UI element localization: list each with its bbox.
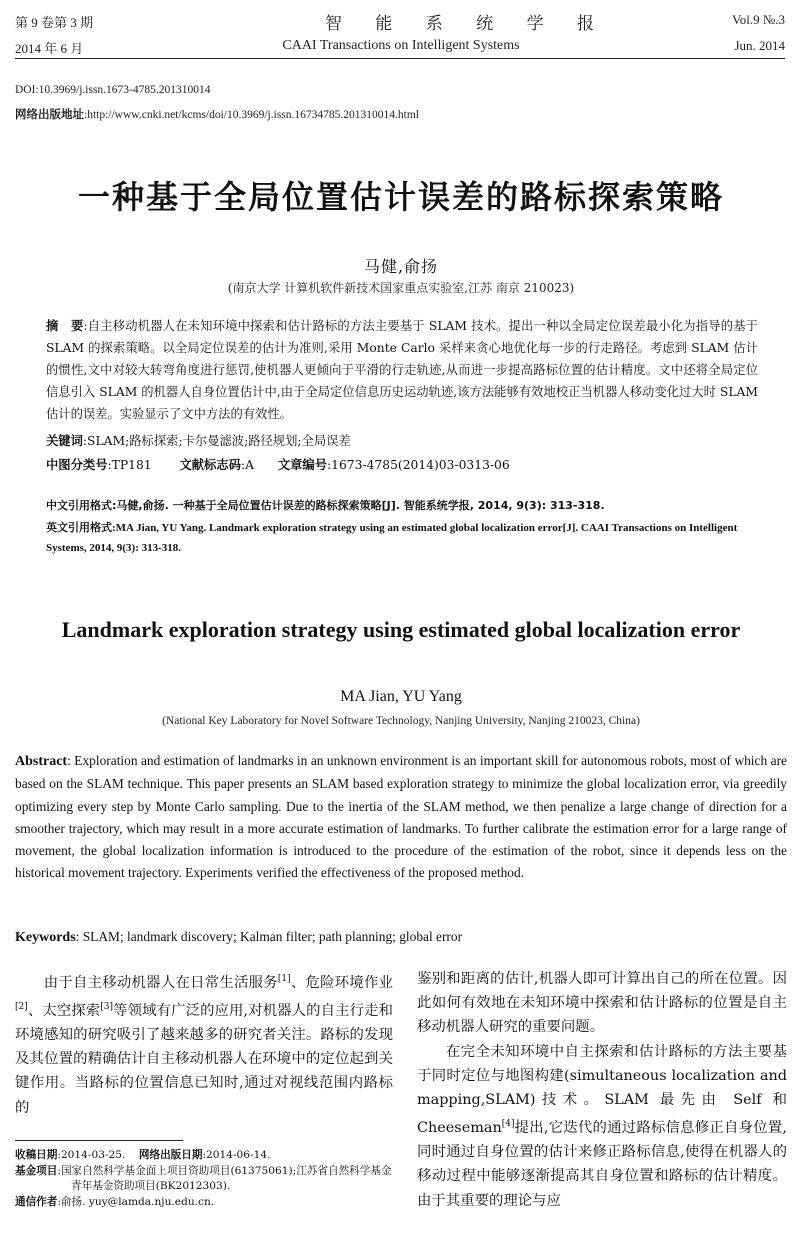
footnote-funding — [15, 1164, 395, 1195]
online-url-label: 网络出版地址 — [15, 109, 84, 121]
citation-en-text: :MA Jian, YU Yang. Landmark exploration strategy using an estimated global localization error[J]. CAAI Transactions on Intelligent Systems, 2014, 9(3): 313-318. — [46, 522, 738, 554]
online-url-value[interactable]: :http://www.cnki.net/kcms/doi/10.3969/j.issn.16734785.201310014.html — [84, 109, 419, 121]
body-paragraph — [417, 1040, 787, 1213]
volume-number: Vol.9 №.3 — [732, 12, 785, 27]
citation-ref[interactable]: [4] — [501, 1119, 515, 1130]
article-no-value: :1673-4785(2014)03-0313-06 — [327, 458, 510, 472]
corresponding-label: 通信作者 — [15, 1195, 58, 1208]
body-text: 提出,它迭代的通过路标信息修正自身位置,同时通过自身位置的估计来修正路标信息,使得在机器人的移动过程中能够逐渐提高其自身位置和路标的估计精度。由于其重要的理论与应 — [417, 1120, 787, 1209]
body-paragraph: 鉴别和距离的估计,机器人即可计算出自己的所在位置。因此如何有效地在未知环境中探索和估计路标的位置是自主移动机器人研究的重要问题。 — [417, 971, 787, 1036]
body-left-column — [15, 967, 393, 1120]
abstract-cn-text: :自主移动机器人在未知环境中探索和估计路标的方法主要基于 SLAM 技术。提出一种以全局定位误差最小化为指导的基于 SLAM 的探索策略。以全局定位误差的估计为准则,采用 Monte Carlo 采样来贪心地优化每一步的行走路径。考虑到 SLAM 估计的惯性,文中对较大转弯角度进行惩罚,使机器人更倾向于平滑的行走轨迹,从而进一步提高路标位置的估计精度。文中还将全局定位信息引入 SLAM 的机器人自身位置估计中,由于全局定位信息历史运动轨迹,该方法能够有效地校正当机器人移动变化过大时 SLAM 估计的误差。实验显示了文中方法的有效性。 — [46, 319, 758, 421]
funding-text: :国家自然科学基金面上项目资助项目(61375061);江苏省自然科学基金青年基金资助项目(BK2012303). — [57, 1164, 392, 1192]
clc-label: 中图分类号 — [46, 458, 108, 472]
footnote-dates — [15, 1148, 395, 1164]
footnote — [15, 1148, 395, 1210]
body-text: 、危险环境作业 — [290, 974, 393, 991]
keywords-en — [15, 926, 787, 949]
body-text: 等领域有广泛的应用,对机器人的自主行走和环境感知的研究吸引了越来越多的研究者关注。路标的发现及其位置的精确估计自主移动机器人在环境中的定位起到关键作用。当路标的位置信息已知时,通过对视线范围内路标的 — [15, 1002, 393, 1116]
citation-cn: 中文引用格式:马健,俞扬. 一种基于全局位置估计误差的路标探索策略[J]. 智能系统学报, 2014, 9(3): 313-318. — [46, 499, 605, 512]
article-no-label: 文章编号 — [277, 458, 328, 472]
keywords-cn-label: 关键词 — [46, 434, 83, 448]
abstract-cn-label: 摘 要 — [46, 319, 84, 333]
citation-en-label: 英文引用格式 — [46, 521, 112, 534]
keywords-cn — [46, 431, 758, 449]
journal-title-en: CAAI Transactions on Intelligent Systems — [282, 38, 520, 53]
citation-en — [46, 518, 758, 558]
header-rule — [15, 58, 785, 59]
volume-issue: 第 9 卷第 3 期 — [15, 15, 94, 30]
affiliation-en: (National Key Laboratory for Novel Software Technology, Nanjing University, Nanjing 210023, China) — [162, 715, 640, 727]
doc-code-value: :A — [240, 458, 254, 472]
title-en: Landmark exploration strategy using estimated global localization error — [61, 617, 741, 642]
body-text: 在完全未知环境中自主探索和估计路标的方法主要基于同时定位与地图构建(simultaneous localization and mapping,SLAM)技术。SLAM 最先由 Self 和 Cheeseman — [417, 1043, 787, 1137]
corresponding-email[interactable]: :俞扬. yuy@lamda.nju.edu.cn. — [57, 1195, 215, 1208]
received-date: :2014-03-25. — [57, 1149, 126, 1161]
body-text: 、太空探索 — [27, 1002, 101, 1019]
body-right-column — [417, 967, 787, 1213]
keywords-en-text: : SLAM; landmark discovery; Kalman filter; path planning; global error — [75, 929, 463, 944]
abstract-en — [15, 750, 787, 885]
received-label: 收稿日期 — [15, 1149, 58, 1161]
abstract-en-text: : Exploration and estimation of landmarks in an unknown environment is an important skill for autonomous robots, most of which are based on the SLAM technique. This paper presents an SLAM based exploration strategy to minimize the global localization error, via greedily optimizing every step by Monte Carlo sampling. Due to the inertia of the SLAM method, we then penalize a large change of direction for a smoother trajectory, which may result in a more accurate estimation of landmarks. To further calibrate the estimation error for a large range of movement, the global localization information is introduced to the procedure of the estimation of the robot, since it depends less on the historical movement trajectory. Experiments verified the effectiveness of the proposed method. — [15, 753, 787, 881]
affiliation-cn: (南京大学 计算机软件新技术国家重点实验室,江苏 南京 210023) — [227, 281, 575, 295]
doc-code-label: 文献标志码 — [179, 458, 241, 472]
body-paragraph — [15, 967, 393, 1120]
authors-cn: 马健,俞扬 — [363, 257, 439, 276]
keywords-en-label: Keywords — [15, 930, 76, 945]
funding-label: 基金项目 — [15, 1164, 58, 1177]
pub-month: Jun. 2014 — [734, 38, 785, 53]
abstract-cn — [46, 315, 758, 425]
footnote-rule — [15, 1140, 183, 1141]
issue-date: 2014 年 6 月 — [15, 41, 84, 56]
title-cn: 一种基于全局位置估计误差的路标探索策略 — [77, 178, 724, 216]
classification-line — [46, 455, 758, 473]
citation-ref[interactable]: [2] — [15, 1002, 28, 1012]
footnote-corresponding — [15, 1195, 395, 1211]
body-text: 由于自主移动机器人在日常生活服务 — [43, 974, 278, 991]
online-date-label: 网络出版日期 — [138, 1149, 203, 1161]
citation-ref[interactable]: [3] — [100, 1002, 114, 1012]
doi: DOI:10.3969/j.issn.1673-4785.201310014 — [15, 84, 211, 96]
journal-title-cn: 智 能 系 统 学 报 — [325, 14, 609, 34]
clc-value: :TP181 — [107, 458, 152, 472]
authors-en: MA Jian, YU Yang — [340, 688, 462, 705]
online-date: :2014-06-14. — [202, 1149, 271, 1161]
abstract-en-label: Abstract — [15, 754, 68, 769]
online-url — [15, 106, 419, 122]
citation-ref[interactable]: [1] — [277, 974, 291, 984]
keywords-cn-text: :SLAM;路标探索;卡尔曼滤波;路径规划;全局误差 — [82, 434, 351, 448]
